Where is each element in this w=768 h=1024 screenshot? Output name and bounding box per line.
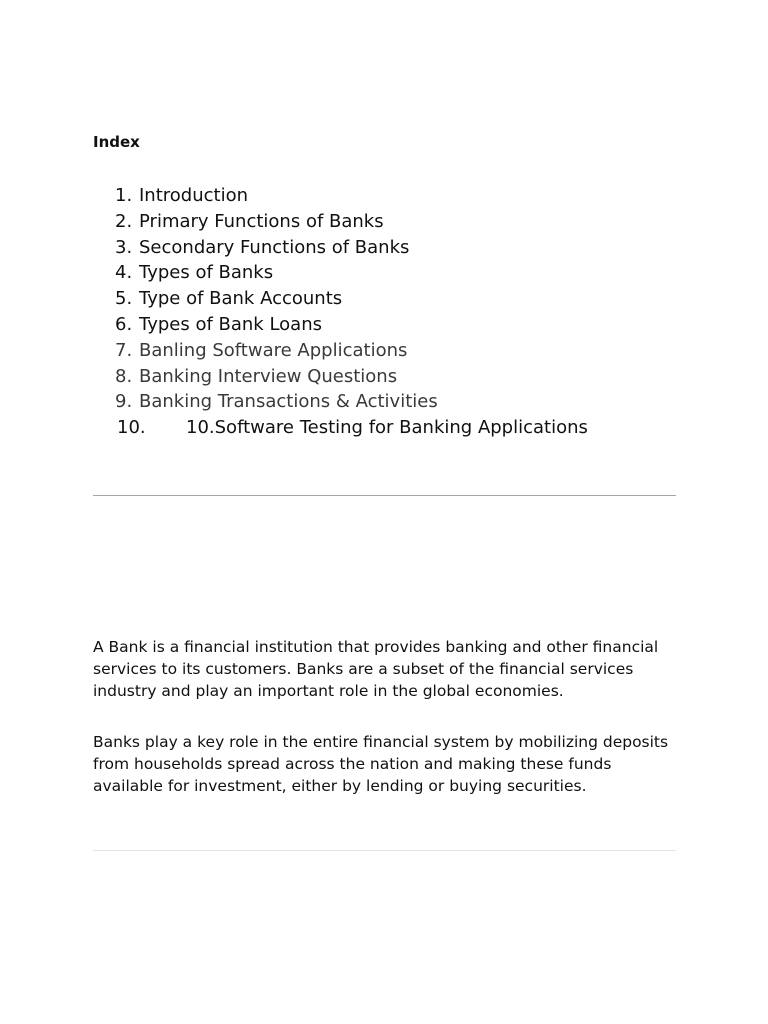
index-item-number: 9. [115, 391, 133, 413]
index-heading: Index [93, 133, 140, 151]
index-item-label: Banking Transactions & Activities [139, 391, 438, 413]
index-item-software-applications [93, 338, 693, 364]
index-item-label: 10.Software Testing for Banking Applications [186, 417, 588, 439]
index-item-number: 8. [115, 365, 133, 387]
index-item-bank-accounts [93, 286, 693, 312]
role-paragraph: Banks play a key role in the entire financial system by mobilizing deposits from households spread across the nation and making these funds available for investment, either by lending or buying securities. [93, 733, 669, 795]
index-item-label: Secondary Functions of Banks [139, 236, 410, 258]
index-item-software-testing [93, 415, 693, 441]
index-item-number: 10. [117, 417, 146, 439]
index-item-introduction [93, 183, 693, 209]
index-item-label: Types of Bank Loans [139, 313, 322, 335]
index-item-number: 6. [115, 313, 133, 335]
index-item-interview-questions [93, 364, 693, 390]
index-item-label: Primary Functions of Banks [139, 210, 384, 232]
index-item-label: Introduction [139, 185, 249, 206]
intro-paragraph: A Bank is a financial institution that provides banking and other financial services to its customers. Banks are a subset of the financial services industry and play an important role in the global economies. [93, 638, 659, 700]
index-item-number: 4. [115, 262, 133, 284]
index-item-number: 2. [115, 210, 133, 232]
index-item-label: Banling Software Applications [139, 339, 408, 361]
index-item-label: Banking Interview Questions [139, 365, 398, 387]
index-item-secondary-functions [93, 235, 693, 261]
index-item-label: Types of Banks [139, 262, 274, 284]
index-item-number: 1. [115, 185, 133, 206]
index-item-types-of-banks [93, 260, 693, 286]
index-list [93, 183, 693, 441]
index-item-number: 3. [115, 236, 133, 258]
index-item-primary-functions [93, 209, 693, 235]
index-item-bank-loans [93, 312, 693, 338]
section-divider-bottom [93, 850, 676, 851]
index-item-number: 5. [115, 288, 133, 310]
section-divider [93, 495, 676, 496]
index-item-label: Type of Bank Accounts [139, 288, 343, 310]
index-item-number: 7. [115, 339, 133, 361]
index-item-transactions [93, 389, 693, 415]
